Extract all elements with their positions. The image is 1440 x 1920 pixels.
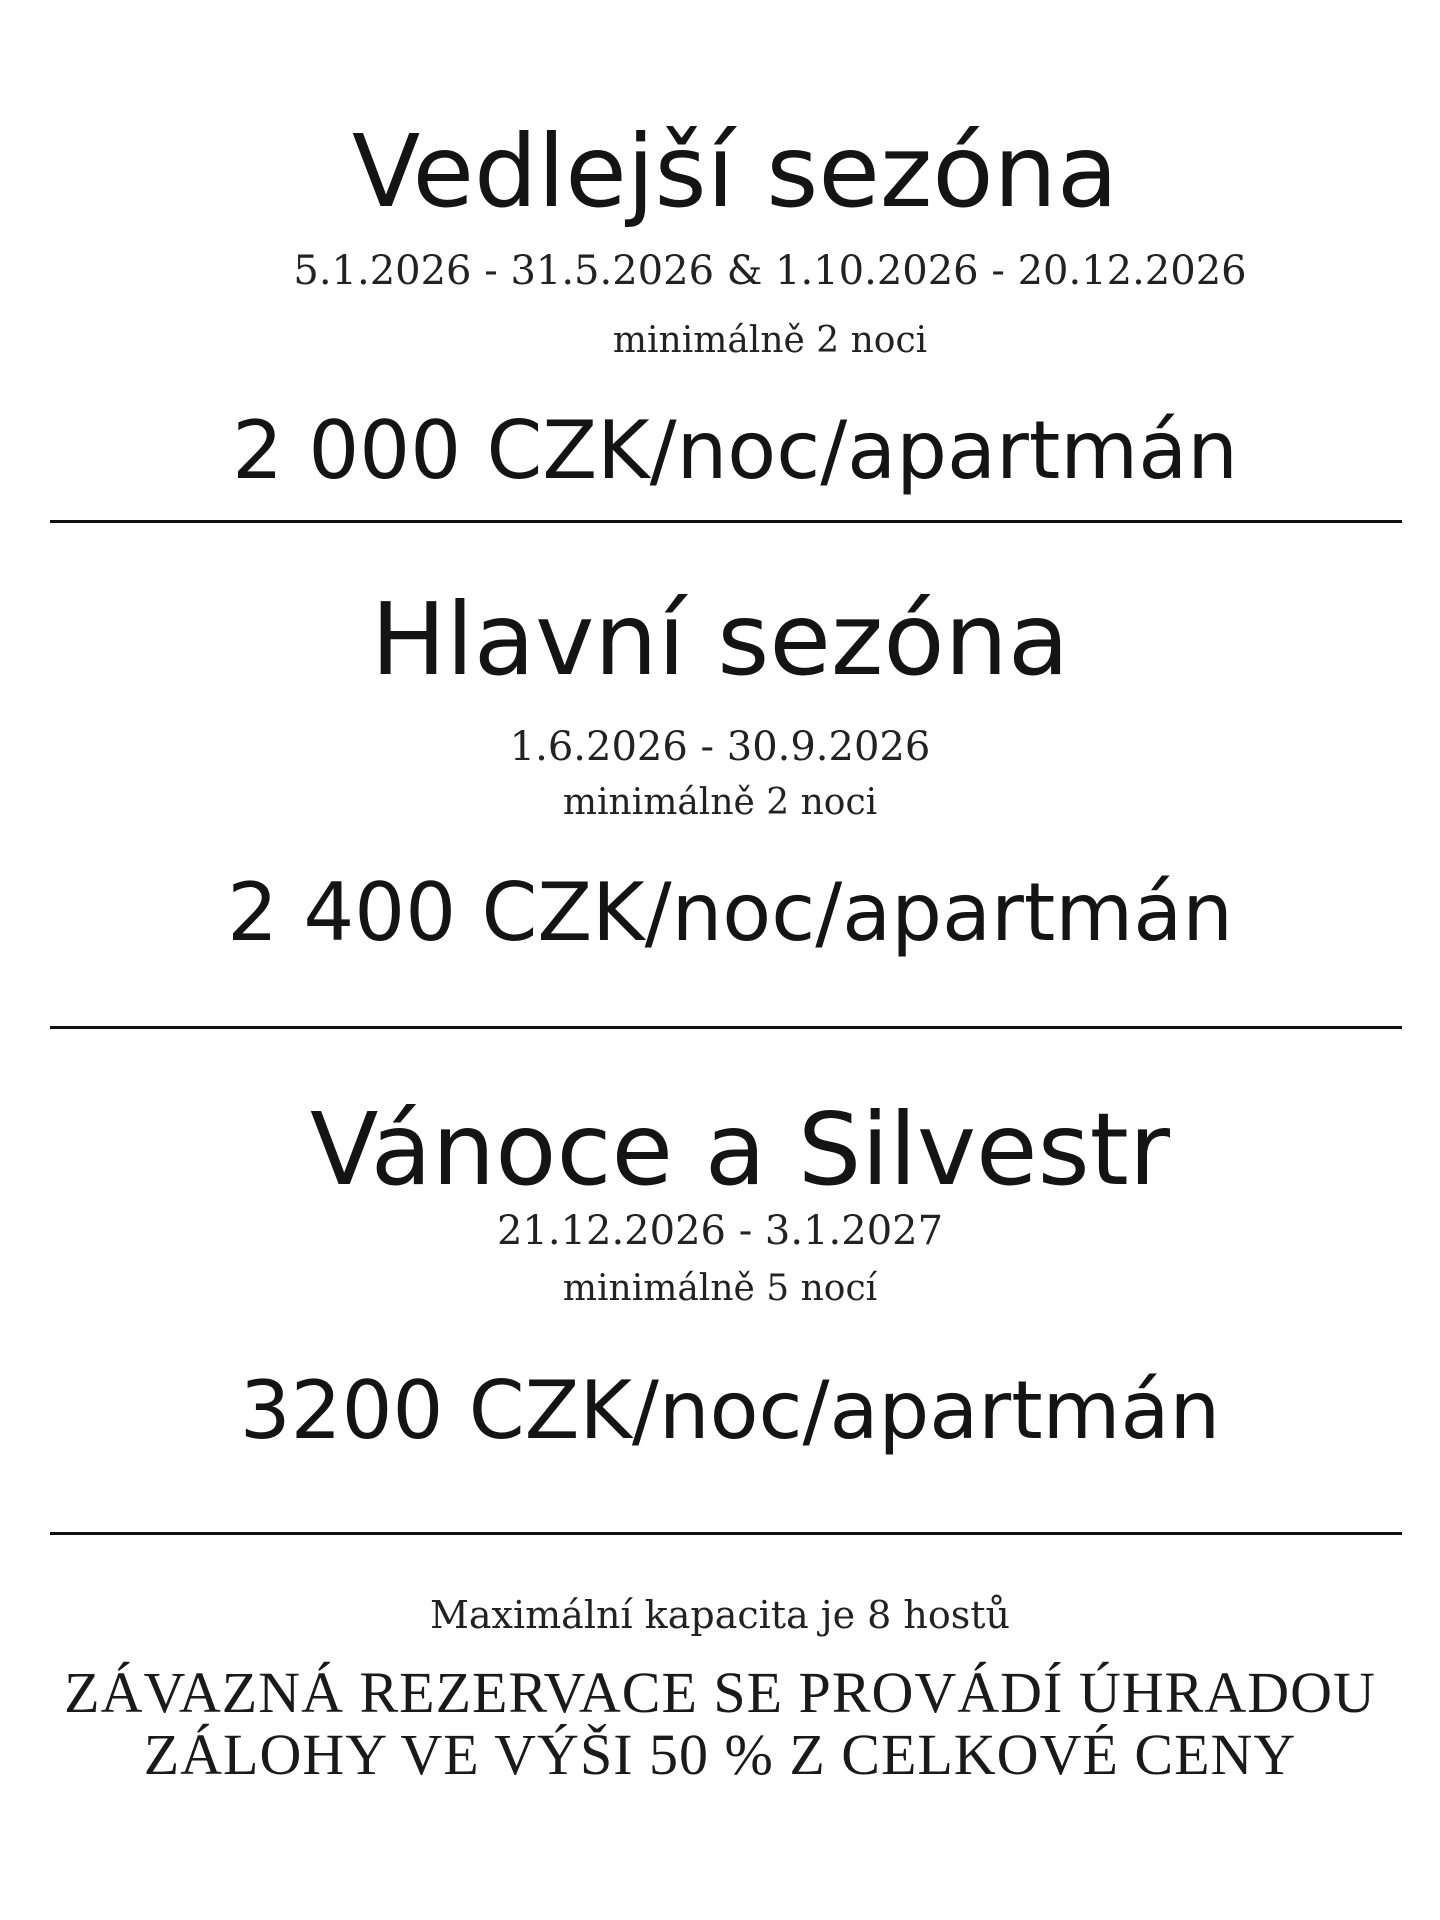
season-dates: 1.6.2026 - 30.9.2026	[509, 724, 931, 770]
capacity-note: Maximální kapacita je 8 hostů	[429, 1593, 1010, 1637]
season-min-stay: minimálně 5 nocí	[562, 1268, 878, 1309]
section-divider	[50, 520, 1402, 523]
season-price: 3200 CZK/noc/apartmán	[239, 1364, 1221, 1457]
binding-reservation-note	[0, 1662, 1440, 1786]
season-min-stay: minimálně 2 noci	[612, 320, 928, 361]
binding-line-1: ZÁVAZNÁ REZERVACE SE PROVÁDÍ ÚHRADOU	[64, 1660, 1376, 1725]
section-divider	[50, 1026, 1402, 1029]
season-price: 2 400 CZK/noc/apartmán	[227, 866, 1233, 959]
section-divider	[50, 1532, 1402, 1535]
season-min-stay: minimálně 2 noci	[562, 782, 878, 823]
season-title: Vánoce a Silvestr	[309, 1091, 1170, 1208]
season-dates: 21.12.2026 - 3.1.2027	[496, 1208, 944, 1254]
season-price: 2 000 CZK/noc/apartmán	[232, 404, 1238, 497]
season-dates: 5.1.2026 - 31.5.2026 & 1.10.2026 - 20.12.2026	[293, 248, 1247, 294]
binding-line-2: ZÁLOHY VE VÝŠI 50 % Z CELKOVÉ CENY	[143, 1722, 1297, 1787]
season-title: Hlavní sezóna	[370, 581, 1070, 698]
season-title: Vedlejší sezóna	[351, 113, 1119, 230]
